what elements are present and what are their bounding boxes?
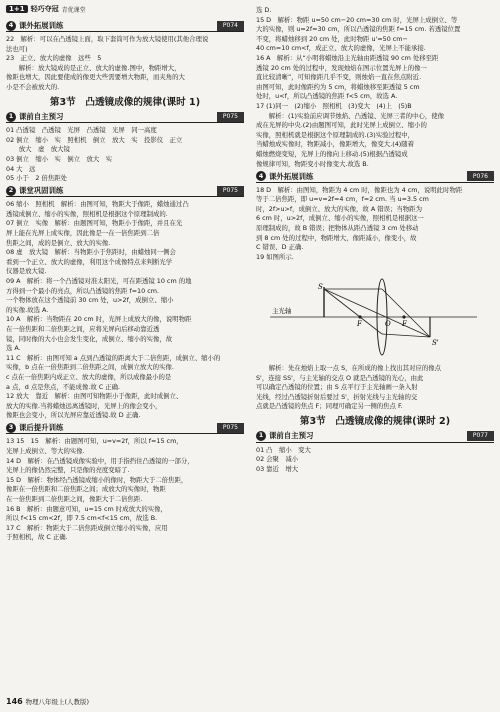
- answer-line: 镜，同时像的大小也会发生变化，成倒立、缩小的实像，故: [6, 334, 173, 343]
- ray-after-lens: [382, 334, 430, 337]
- answer-line: 仪器是放大镜.: [6, 267, 47, 276]
- section-bar: [6, 20, 244, 32]
- section-title: [6, 98, 244, 107]
- answer-line: 12 放大 靠近 解析：由图可知物距小于像距，此时成倒立、: [6, 392, 183, 401]
- answer-line: 时，2f>u>f，成倒立、放大的实像，故 A 错误；当物距为: [256, 204, 422, 213]
- page-code: P077: [467, 431, 494, 441]
- answer-line: 6 cm 时，u>2f，成倒立、缩小的实像，照相机是根据这一: [256, 214, 424, 223]
- answer-line: 放大的实像.当将蜡烛远离透镜时，光屏上的像会变小，: [6, 401, 162, 410]
- focus-point-left: [358, 315, 361, 318]
- answer-line: 焦距之间，成的是倒立、放大的实像.: [6, 238, 111, 247]
- book-subtitle: 青优课堂: [61, 6, 86, 14]
- answer-line: 像距也会变小，所以光屏应靠近透镜.故 D 正确.: [6, 411, 141, 420]
- answer-line: 于照相机，故 C 正确.: [6, 533, 68, 542]
- ray-refracted: [382, 289, 430, 337]
- page-code: P075: [217, 186, 244, 196]
- page-code: P074: [217, 21, 244, 31]
- answer-line: 法也可): [6, 44, 28, 53]
- answer-line: 01 凸 缩小 变大: [256, 445, 311, 454]
- section-bar: [6, 111, 244, 123]
- label-focus-right: F: [402, 319, 407, 328]
- page-number: 146: [6, 697, 23, 706]
- answer-line: 01 凸透镜 凸透镜 光屏 凸透镜 光屏 同一高度: [6, 126, 157, 135]
- page-header: [6, 3, 244, 15]
- answer-line: 22 解析：可以在凸透镜上面，取下套筒可作为放大镜使用(其他合理说: [6, 35, 209, 43]
- answer-line: 成在光屏的中央.(2)由题图可知，此时光屏上成倒立、缩小的: [256, 121, 427, 130]
- bar-label: 课后提升训练: [19, 423, 64, 433]
- page-code: P076: [467, 171, 494, 181]
- label-s-prime: S': [432, 338, 439, 347]
- answer-line: 一个物体放在这个透镜前 30 cm 处，u>2f，成倒立、缩小: [6, 296, 174, 305]
- section-bar: [256, 431, 494, 443]
- answer-line: 可以确定凸透镜的位置；由 S 点平行于主光轴画一条入射: [256, 383, 418, 392]
- answer-line: 17 C 解析：物距大于二倍焦距成倒立缩小的实像，应用: [6, 523, 168, 532]
- bar-label: 课前自主预习: [19, 112, 64, 122]
- book-title: 轻巧夺冠: [30, 5, 59, 13]
- answer-line: 在一倍焦距到二倍焦距之间，像距大于二倍焦距.: [6, 494, 143, 503]
- section-bar: [6, 422, 244, 434]
- answer-line: c 点在一倍焦距内成正立、放大的虚像，所以成像最小的是: [6, 372, 172, 381]
- page-footer: [6, 697, 89, 706]
- answer-line: 像距也增大，因此要使成的像更大些需要增大物距，而夹角的大: [6, 73, 185, 82]
- label-optical-center: O: [385, 319, 391, 328]
- answer-line: 大的实像，则 u=2f=30 cm，所以凸透镜的焦距 f=15 cm. 若透镜位置: [256, 25, 461, 34]
- section-bar: [6, 185, 244, 197]
- answer-line: 屏上能在光屏上成实像，因此像是一在一倍焦距到二倍: [6, 229, 160, 237]
- answer-line: 08 虚 放大镜 解析：当物距小于焦距时，由蜡烛同一侧会: [6, 248, 176, 257]
- answer-block: [6, 200, 244, 420]
- answer-line: 方得到一个最小的亮点，所以凸透镜的焦距 f=10 cm.: [6, 286, 159, 295]
- answer-line: 直比较清晰”，可知像距几乎不变，则烛焰一直在焦点附近.: [256, 73, 422, 82]
- answer-line: 透镜 20 cm 处的过程中，发现烛焰在图示位置光屏上的像一: [256, 63, 427, 72]
- focus-point-right: [402, 315, 405, 318]
- answer-block: [6, 126, 244, 183]
- answer-line: 放大 虚 放大镜: [6, 145, 70, 154]
- answer-line: 选 A.: [6, 344, 21, 353]
- answer-block: [256, 186, 494, 262]
- answer-line: 到 8 cm 处的过程中，物距增大，像距减小，像变小，故: [256, 233, 417, 242]
- answer-line: 15 D 解析：物距 u=50 cm−20 cm=30 cm 时，光屏上成倒立、等: [256, 15, 458, 24]
- answer-block: [6, 437, 244, 542]
- answer-line: 点就是凸透镜的焦点 F；同理可确定另一侧的焦点 F.: [256, 402, 403, 411]
- answer-line: a 点，d 点是焦点，不能成像.故 C 正确.: [6, 382, 121, 391]
- answer-block: [256, 6, 494, 169]
- answer-line: 解析：先在烛焰上取一点 S，在所成的像上找出其对应的像点: [256, 363, 442, 372]
- bar-label: 课外拓展训练: [19, 20, 64, 30]
- answer-line: 像规律可知，物距变小时像变大.故选 B.: [256, 159, 369, 168]
- page-code: P075: [217, 423, 244, 433]
- answer-line: 06 缩小 照相机 解析：由图可知，物距大于像距，蜡烛通过凸: [6, 200, 189, 209]
- answer-line: 处时，u<f，所以凸透镜的焦距 f<5 cm，故选 A.: [256, 92, 398, 101]
- left-column: [6, 18, 244, 543]
- answer-line: 光屏上成倒立、等大的实像.: [6, 446, 85, 455]
- answer-line: 10 A 解析：当物距在 20 cm 时，光屏上成放大的像，说明物距: [6, 315, 192, 324]
- answer-line: S'，连接 SS'，与主光轴的交点 O 就是凸透镜的光心，由此: [256, 373, 424, 382]
- bar-number: 4: [6, 21, 16, 31]
- ray-to-lens: [360, 317, 382, 334]
- bar-label: 课堂巩固训练: [19, 186, 64, 196]
- answer-line: 18 D 解析：由图知，物距为 4 cm 时，像距也为 4 cm，说明此时物距: [256, 185, 463, 194]
- answer-line: C 错误、D 正确.: [256, 243, 304, 252]
- answer-line: 09 A 解析：将一个凸透镜对准太阳光，可在距透镜 10 cm 的地: [6, 276, 192, 285]
- section-bar: [256, 171, 494, 183]
- answer-line: 所以 f<15 cm<2f，即 7.5 cm<f<15 cm，故选 B.: [6, 514, 158, 523]
- section-title: [256, 417, 494, 426]
- answer-line: 看到一个正立、放大的虚像，利用这个成像特点来判断光学: [6, 257, 173, 266]
- answer-line: 光线，经过凸透镜折射后要过 S'，折射光线与主光轴的交: [256, 392, 418, 401]
- answer-line: 解析：(1)实验前应调节烛焰、凸透镜、光屏三者的中心，使像: [256, 111, 444, 120]
- answer-line: 16 B 解析：由题意可知，u=15 cm 时成放大的实像，: [6, 504, 167, 513]
- answer-line: 的实像.故选 A.: [6, 305, 49, 314]
- bar-number: 2: [6, 186, 16, 196]
- label-focus-left: F: [357, 319, 362, 328]
- answer-line: 由图可知，此时像距约为 5 cm，将蜡烛移至距透镜 5 cm: [256, 82, 420, 91]
- answer-line: 13 15 15 解析：由题图可知，u=v=2f，所以 f=15 cm，: [6, 437, 183, 446]
- bar-number: 1: [256, 431, 266, 441]
- answer-line: 02 会聚 减小: [256, 455, 299, 464]
- bar-number: 4: [256, 171, 266, 181]
- bar-number: 1: [6, 112, 16, 122]
- answer-line: 19 如图所示.: [256, 252, 294, 261]
- brand-logo: 1+1: [6, 5, 28, 13]
- answer-line: 03 倒立 缩小 实 倒立 放大 实: [6, 154, 113, 163]
- answer-line: 选 D.: [256, 6, 272, 14]
- answer-line: 在一倍焦距和二倍焦距之间，应将光屏向后移动靠近透: [6, 324, 160, 333]
- answer-line: 17 (1)同一 (2)缩小 照相机 (3)变大 (4)上 (5)B: [256, 101, 412, 110]
- bar-label: 课外拓展训练: [269, 171, 314, 181]
- bar-number: 3: [6, 423, 16, 433]
- answer-line: 03 靠近 增大: [256, 464, 299, 473]
- label-s: S: [318, 282, 323, 291]
- lens-ray-diagram: [262, 265, 494, 360]
- label-principal-axis: 主光轴: [272, 306, 292, 315]
- answer-line: 当蜡烛成实像时，物距减小，像距增大，像变大.(4)随着: [256, 140, 415, 149]
- answer-line: 04 大 远: [6, 164, 36, 173]
- answer-line: 实像，b 点在一倍焦距到二倍焦距之间，成倒立放大的实像.: [6, 363, 174, 372]
- lens-diagram-svg: [262, 265, 482, 357]
- answer-line: 小是不会被放大的.: [6, 82, 60, 91]
- answer-block: [256, 446, 494, 474]
- answer-block: [256, 364, 494, 411]
- section-title-text: 第3节 凸透镜成像的规律(课时 2): [299, 416, 451, 428]
- answer-line: 15 D 解析：物体经凸透镜成缩小的像时，物距大于二倍焦距，: [6, 475, 188, 484]
- page-code: P075: [217, 112, 244, 122]
- answer-line: 02 倒立 缩小 实 照相机 倒立 放大 实 投影仪 正立: [6, 135, 183, 144]
- answer-line: 光屏上的像仍然完整，只是像的亮度变暗了.: [6, 466, 130, 475]
- answer-line: 05 小于 2 倍焦距处: [6, 174, 67, 183]
- answer-line: 40 cm=10 cm<f，成正立、放大的虚像，光屏上不能承接.: [256, 44, 426, 53]
- answer-line: 不变，将蜡烛移到 20 cm 处，此时物距 u'=50 cm−: [256, 34, 408, 43]
- answer-block: [6, 35, 244, 92]
- right-column: [256, 6, 494, 474]
- answer-line: 等于二倍焦距，即 u=v=2f=4 cm，f=2 cm. 当 u=3.5 cm: [256, 195, 429, 204]
- answer-line: 蜡烛燃烧变短，光屏上的像向上移动.(5)根据凸透镜成: [256, 149, 408, 158]
- answer-line: 透镜成倒立、缩小的实像，照相机是根据这个原理制成的.: [6, 209, 168, 218]
- answer-line: 14 D 解析：在凸透镜成像实验中，用手指挡住凸透镜的一部分，: [6, 456, 194, 465]
- answer-line: 实像，照相机就是根据这个原理制成的.(3)实验过程中，: [256, 130, 415, 139]
- answer-line: 11 C 解析：由图可知 a 点到凸透镜的距离大于二倍焦距，成倒立、缩小的: [6, 353, 221, 362]
- section-title-text: 第3节 凸透镜成像的规律(课时 1): [49, 97, 201, 109]
- footer-book-title: 物理八年级上(人教版): [25, 698, 90, 706]
- answer-line: 像距在一倍焦距和二倍焦距之间；成放大的实像时，物距: [6, 485, 166, 494]
- answer-line: 原理制成的，故 B 错误；把物体从距凸透镜 3 cm 处移动: [256, 223, 419, 232]
- answer-line: 16 A 解析：从“小明将蜡烛沿主光轴由距透镜 90 cm 处移至距: [256, 53, 439, 62]
- answer-line: 07 倒立 实像 解析：由题图可知，物距小于像距，并且在光: [6, 219, 183, 228]
- bar-label: 课前自主预习: [269, 431, 314, 441]
- answer-line: 解析：放大镜成的是正立、放大的虚像.图中，物距增大，: [6, 63, 181, 72]
- answer-line: 23 正立、放大的虚像 远些 5: [6, 54, 102, 63]
